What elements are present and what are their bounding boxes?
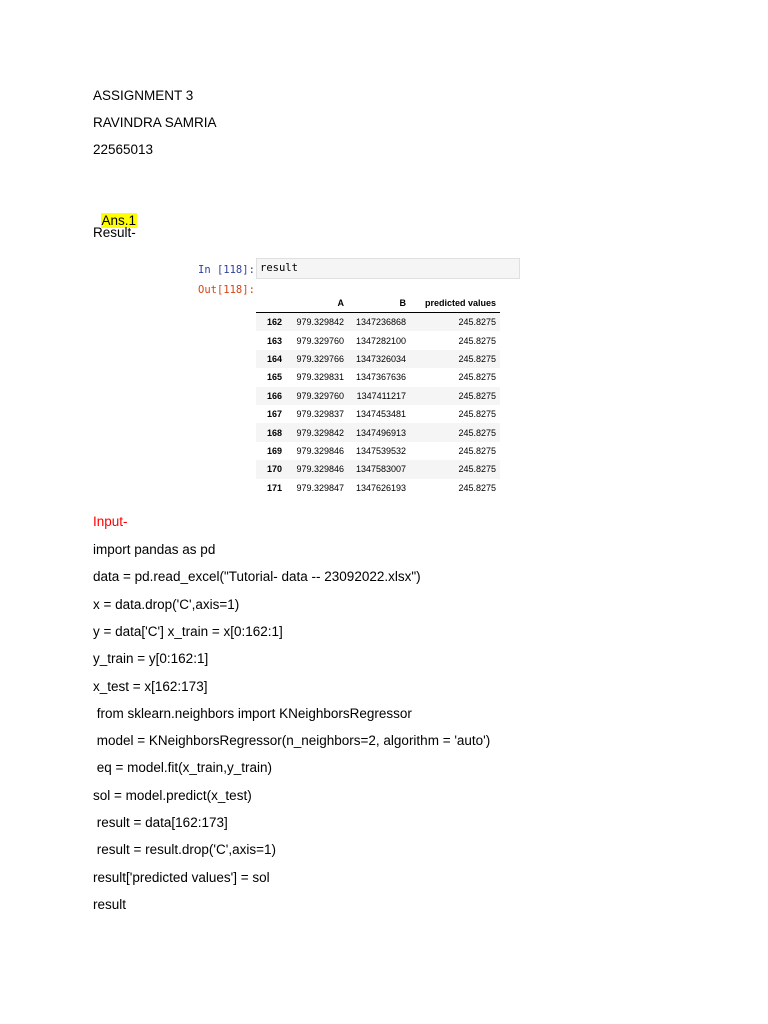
code-line: result	[93, 897, 127, 912]
row-index: 169	[266, 445, 282, 456]
cell-b: 1347453481	[355, 409, 406, 420]
cell-b: 1347583007	[355, 464, 406, 475]
code-line: data = pd.read_excel("Tutorial- data -- 23092022.xlsx")	[93, 569, 421, 584]
table-row	[256, 405, 500, 423]
cell-b: 1347282100	[355, 335, 406, 346]
row-index: 167	[266, 409, 282, 420]
cell-predicted-value: 245.8275	[458, 353, 496, 364]
table-row	[256, 442, 500, 460]
table-row	[256, 460, 500, 478]
row-index: 171	[266, 482, 282, 493]
result-dataframe	[256, 294, 500, 497]
student-id: 22565013	[93, 142, 154, 157]
cell-predicted-value: 245.8275	[458, 427, 496, 438]
cell-predicted-value: 245.8275	[458, 409, 496, 420]
cell-predicted-value: 245.8275	[458, 445, 496, 456]
cell-b: 1347626193	[355, 482, 406, 493]
cell-b: 1347326034	[355, 353, 406, 364]
table-header-row	[256, 294, 500, 313]
code-line: model = KNeighborsRegressor(n_neighbors=2, algorithm = 'auto')	[93, 733, 491, 748]
code-line: result = data[162:173]	[93, 815, 228, 830]
row-index: 170	[266, 464, 282, 475]
table-row	[256, 423, 500, 441]
cell-b: 1347411217	[356, 390, 406, 401]
table-row	[256, 331, 500, 349]
code-line: from sklearn.neighbors import KNeighborsRegressor	[93, 706, 412, 721]
code-line: y_train = y[0:162:1]	[93, 651, 209, 666]
cell-predicted-value: 245.8275	[458, 335, 496, 346]
column-header-b: B	[348, 294, 410, 313]
cell-a: 979.329847	[296, 482, 344, 493]
code-line: x_test = x[162:173]	[93, 679, 208, 694]
table-row	[256, 387, 500, 405]
column-header-a: A	[286, 294, 348, 313]
notebook-output-image	[194, 258, 524, 498]
assignment-title: ASSIGNMENT 3	[93, 88, 194, 103]
code-line: result['predicted values'] = sol	[93, 870, 270, 885]
cell-predicted-value: 245.8275	[458, 372, 496, 383]
code-line: x = data.drop('C',axis=1)	[93, 597, 240, 612]
table-row	[256, 350, 500, 368]
row-index: 166	[266, 390, 282, 401]
cell-predicted-value: 245.8275	[458, 317, 496, 328]
table-row	[256, 368, 500, 386]
cell-predicted-value: 245.8275	[458, 390, 496, 401]
cell-predicted-value: 245.8275	[458, 482, 496, 493]
code-line: result = result.drop('C',axis=1)	[93, 842, 276, 857]
result-label: Result-	[93, 225, 136, 240]
notebook-input-cell: result	[256, 258, 520, 279]
cell-b: 1347539532	[355, 445, 406, 456]
row-index: 162	[266, 317, 282, 328]
row-index: 165	[266, 372, 282, 383]
cell-a: 979.329766	[296, 353, 344, 364]
cell-a: 979.329842	[296, 427, 344, 438]
cell-predicted-value: 245.8275	[458, 464, 496, 475]
code-line: eq = model.fit(x_train,y_train)	[93, 760, 272, 775]
cell-b: 1347236868	[355, 317, 406, 328]
cell-a: 979.329846	[296, 445, 344, 456]
out-prompt: Out[118]:	[198, 284, 255, 296]
cell-b: 1347496913	[355, 427, 406, 438]
cell-a: 979.329760	[296, 390, 344, 401]
column-header-predicted-values: predicted values	[410, 294, 500, 313]
row-index: 168	[266, 427, 282, 438]
cell-a: 979.329842	[296, 317, 344, 328]
input-label: Input-	[93, 514, 128, 529]
cell-a: 979.329831	[296, 372, 344, 383]
answer-label-text: Ans.1	[101, 213, 137, 228]
table-row	[256, 479, 500, 497]
cell-b: 1347367636	[355, 372, 406, 383]
cell-a: 979.329846	[296, 464, 344, 475]
code-line: y = data['C'] x_train = x[0:162:1]	[93, 624, 283, 639]
cell-a: 979.329837	[296, 409, 344, 420]
cell-a: 979.329760	[296, 335, 344, 346]
code-line: import pandas as pd	[93, 542, 216, 557]
code-line: sol = model.predict(x_test)	[93, 788, 252, 803]
table-body	[256, 313, 500, 497]
student-name: RAVINDRA SAMRIA	[93, 115, 217, 130]
table-row	[256, 313, 500, 332]
row-index: 164	[266, 353, 282, 364]
row-index: 163	[266, 335, 282, 346]
in-prompt: In [118]:	[198, 264, 255, 276]
column-header-index	[256, 294, 286, 313]
